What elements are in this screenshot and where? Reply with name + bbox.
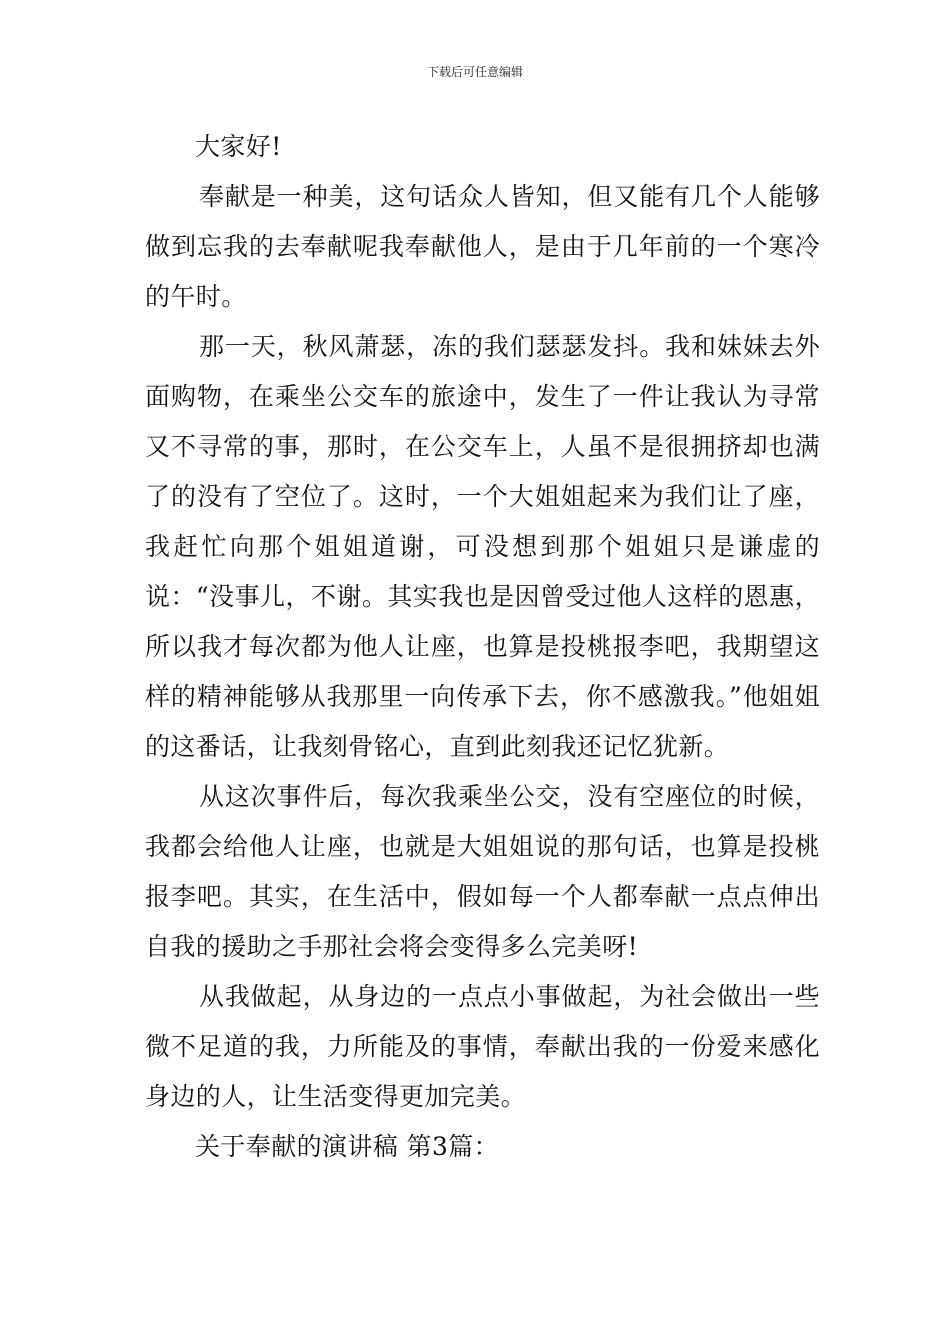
page-header: 下载后可任意编辑	[426, 65, 523, 79]
greeting-paragraph: 大家好!	[195, 132, 282, 161]
body-paragraph: 从我做起，从身边的一点点小事做起，为社会做出一些微不足道的我，力所能及的事情，奉献出我的一份爱来感化身边的人，让生活变得更加完美。	[145, 982, 820, 1111]
document-body	[145, 122, 820, 1172]
body-paragraph: 奉献是一种美，这句话众人皆知，但又能有几个人能够做到忘我的去奉献呢我奉献他人，是由于几年前的一个寒冷的午时。	[145, 182, 820, 311]
body-paragraph: 那一天，秋风萧瑟，冻的我们瑟瑟发抖。我和妹妹去外面购物，在乘坐公交车的旅途中，发生了一件让我认为寻常又不寻常的事，那时，在公交车上，人虽不是很拥挤却也满了的没有了空位了。这时，一个大姐姐起来为我们让了座，我赶忙向那个姐姐道谢，可没想到那个姐姐只是谦虚的说：“没事儿，不谢。其实我也是因曾受过他人这样的恩惠，所以我才每次都为他人让座，也算是投桃报李吧，我期望这样的精神能够从我那里一向传承下去，你不感激我。”他姐姐的这番话，让我刻骨铭心，直到此刻我还记忆犹新。	[145, 332, 820, 761]
body-paragraph: 从这次事件后，每次我乘坐公交，没有空座位的时候，我都会给他人让座，也就是大姐姐说的那句话，也算是投桃报李吧。其实，在生活中，假如每一个人都奉献一点点伸出自我的援助之手那社会将会变得多么完美呀!	[145, 782, 820, 961]
section-title: 关于奉献的演讲稿 第3篇：	[195, 1132, 500, 1161]
